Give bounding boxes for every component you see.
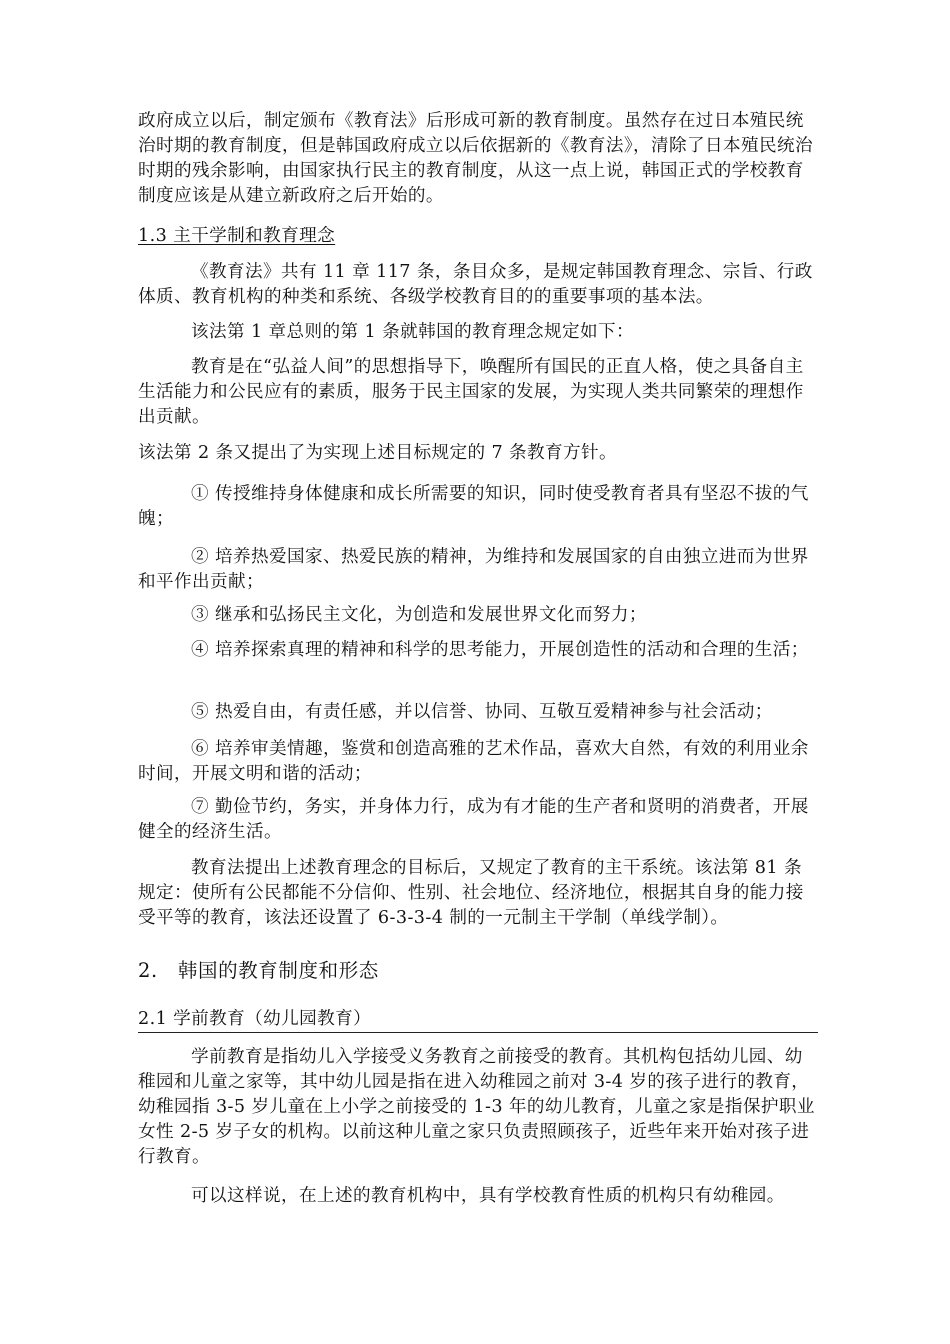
article1-intro-paragraph: 该法第 1 章总则的第 1 条就韩国的教育理念规定如下： [191,322,635,342]
policy-item-2: ② 培养热爱国家、热爱民族的精神，为维持和发展国家的自由独立进而为世界和平作出贡献； [138,547,809,592]
policy-item-7: ⑦ 勤俭节约，务实，并身体力行，成为有才能的生产者和贤明的消费者，开展健全的经济生活。 [138,797,809,842]
policy-item-6: ⑥ 培养审美情趣，鉴赏和创造高雅的艺术作品，喜欢大自然，有效的利用业余时间，开展文明和谐的活动； [138,739,809,784]
article2-intro-paragraph: 该法第 2 条又提出了为实现上述目标规定的 7 条教育方针。 [138,443,618,463]
heading-1-3-text: 1.3 主干学制和教育理念 [138,226,336,246]
policy-item-3: ③ 继承和弘扬民主文化，为创造和发展世界文化而努力； [191,605,647,625]
heading-2-1-rule [138,1032,818,1033]
policy-item-1: ① 传授维持身体健康和成长所需要的知识，同时使受教育者具有坚忍不拔的气魄； [138,484,809,529]
policy-item-4: ④ 培养探索真理的精神和科学的思考能力，开展创造性的活动和合理的生活； [191,640,809,660]
article81-paragraph: 教育法提出上述教育理念的目标后，又规定了教育的主干系统。该法第 81 条规定：使所有公民都能不分信仰、性别、社会地位、经济地位，根据其自身的能力接受平等的教育，该法还设置了 6-3-3-4 制的一元制主干学制（单线学制）。 [138,858,804,928]
policy-item-5: ⑤ 热爱自由，有责任感，并以信誉、协同、互敬互爱精神参与社会活动； [191,702,773,722]
intro-paragraph: 政府成立以后，制定颁布《教育法》后形成可新的教育制度。虽然存在过日本殖民统治时期的教育制度，但是韩国政府成立以后依据新的《教育法》，清除了日本殖民统治时期的残余影响，由国家执行民主的教育制度，从这一点上说，韩国正式的学校教育制度应该是从建立新政府之后开始的。 [138,111,813,206]
heading-1-3 [138,224,818,249]
heading-2: 2. 韩国的教育制度和形态 [138,959,379,982]
preschool-paragraph: 学前教育是指幼儿入学接受义务教育之前接受的教育。其机构包括幼儿园、幼稚园和儿童之家等，其中幼儿园是指在进入幼稚园之前对 3-4 岁的孩子进行的教育，幼稚园指 3-5 岁儿童在上小学之前接受的 1-3 年的幼儿教育，儿童之家是指保护职业女性 2-5 岁子女的机构。以前这种儿童之家只负责照顾孩子，近些年来开始对孩子进行教育。 [138,1047,815,1167]
article1-text-paragraph: 教育是在“弘益人间”的思想指导下，唤醒所有国民的正直人格，使之具备自主生活能力和公民应有的素质，服务于民主国家的发展，为实现人类共同繁荣的理想作出贡献。 [138,357,804,427]
conclusion-paragraph: 可以这样说，在上述的教育机构中，具有学校教育性质的机构只有幼稚园。 [191,1186,785,1206]
law-overview-paragraph: 《教育法》共有 11 章 117 条，条目众多，是规定韩国教育理念、宗旨、行政体质、教育机构的种类和系统、各级学校教育目的的重要事项的基本法。 [138,262,813,307]
heading-2-1: 2.1 学前教育（幼儿园教育） [138,1009,372,1029]
